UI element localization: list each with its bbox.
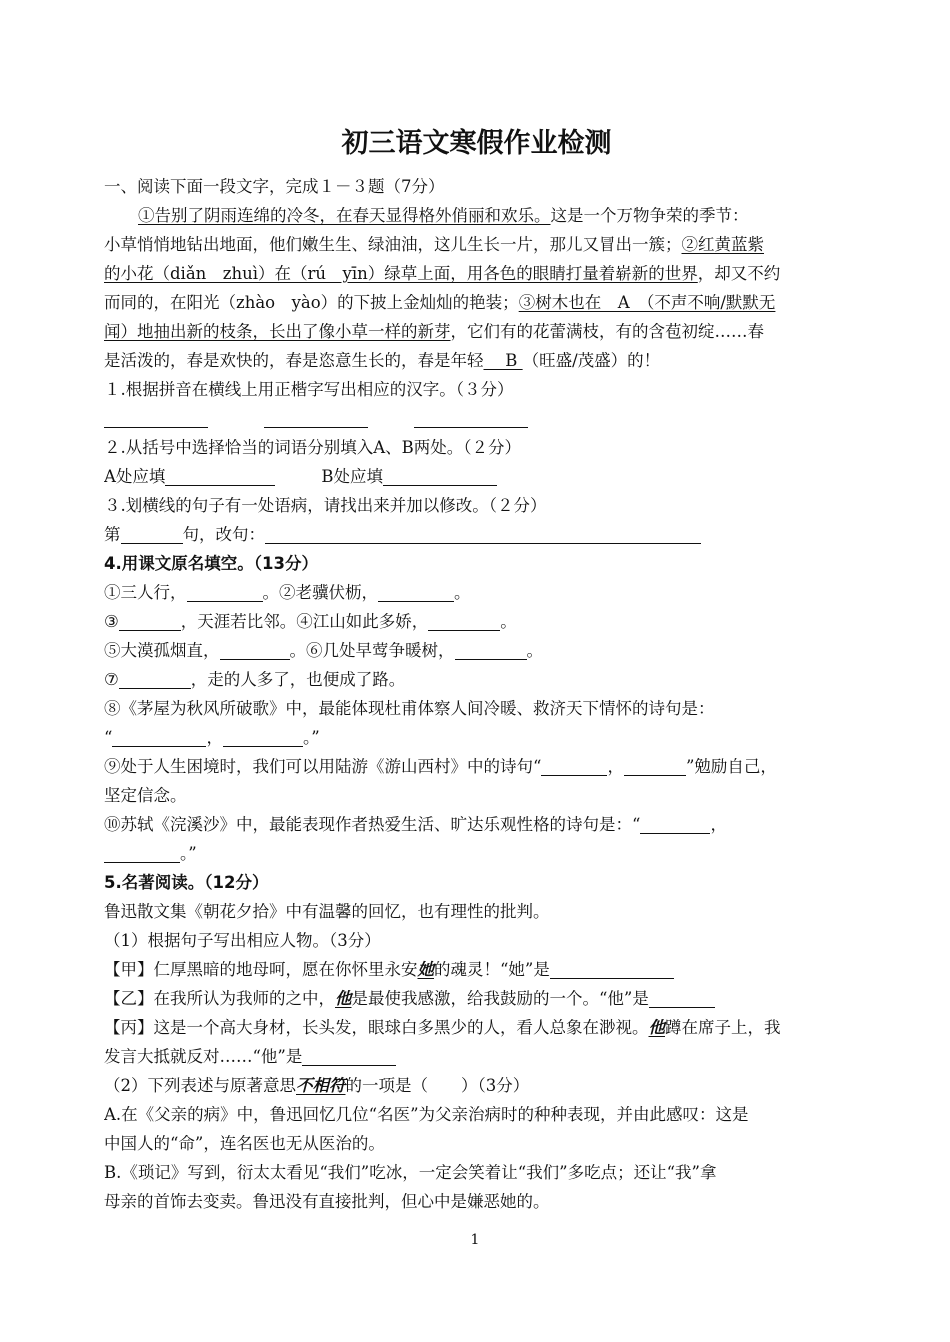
- answer-blank[interactable]: [121, 523, 183, 544]
- answer-label: 第: [104, 525, 121, 544]
- fill-text: 。: [500, 612, 517, 631]
- item-text: 【丙】这是一个高大身材，长头发，眼球白多黑少的人，看人总象在渺视。: [104, 1018, 649, 1037]
- fill-line: [104, 752, 849, 781]
- fill-line: [104, 578, 849, 607]
- fill-text: ，天涯若比邻。④江山如此多娇，: [180, 612, 429, 631]
- answer-blank[interactable]: [541, 755, 607, 776]
- fill-text: ，: [206, 728, 223, 747]
- answer-label: B处应填: [321, 467, 384, 486]
- passage-line: [104, 346, 849, 375]
- answer-blank[interactable]: [378, 581, 454, 602]
- fill-text: ⑦: [104, 670, 119, 689]
- answer-blank[interactable]: [649, 987, 715, 1008]
- answer-blank[interactable]: [455, 639, 527, 660]
- answer-label: 句，改句：: [182, 525, 265, 544]
- exam-page: [104, 118, 849, 1216]
- underlined-sentence: ②红黄蓝紫: [681, 235, 764, 254]
- answer-blank[interactable]: [265, 523, 701, 544]
- fill-text: ⑨处于人生困境时，我们可以用陆游《游山西村》中的诗句“: [104, 757, 542, 776]
- fill-line: [104, 636, 849, 665]
- question-3: ３.划横线的句子有一处语病，请找出来并加以修改。（２分）: [104, 496, 547, 515]
- item-text: 蹲在席子上，我: [665, 1018, 781, 1037]
- fill-text: ”勉励自己，: [685, 757, 777, 776]
- answer-blank[interactable]: [104, 407, 208, 428]
- passage-text: 而同的，在阳光（zhào yào）的下披上金灿灿的艳装；: [104, 293, 519, 312]
- answer-blank[interactable]: [119, 610, 181, 631]
- fill-text: ①三人行，: [104, 583, 187, 602]
- option-a-cont: 中国人的“命”，连名医也无从医治的。: [104, 1134, 385, 1153]
- passage-text: ，却又不约: [697, 264, 781, 283]
- item-text: 发言大抵就反对……“他”是: [104, 1047, 303, 1066]
- emphasis-text: 他: [648, 1018, 665, 1037]
- answer-label: A处应填: [104, 467, 166, 486]
- q5-sub-2: [104, 1071, 849, 1100]
- question-2: ２.从括号中选择恰当的词语分别填入A、B两处。（２分）: [104, 438, 522, 457]
- answer-blank[interactable]: [119, 668, 191, 689]
- fill-text: 。”: [302, 728, 320, 747]
- q5-intro: 鲁迅散文集《朝花夕拾》中有温馨的回忆，也有理性的批判。: [104, 902, 550, 921]
- fill-text: ，走的人多了，也便成了路。: [190, 670, 406, 689]
- fill-line: [104, 810, 849, 839]
- answer-blank[interactable]: [302, 1045, 396, 1066]
- fill-text: ⑩苏轼《浣溪沙》中，最能表现作者热爱生活、旷达乐观性格的诗句是：“: [104, 815, 641, 834]
- answer-blanks-row: [104, 404, 849, 433]
- underlined-sentence: ①告别了阴雨连绵的冷冬，在春天显得格外俏丽和欢乐。: [138, 206, 551, 225]
- page-number: 1: [470, 1232, 480, 1248]
- fill-line: [104, 723, 849, 752]
- fill-text: “: [104, 728, 113, 747]
- emphasis-text: 她: [417, 960, 434, 979]
- passage-line: [104, 230, 849, 259]
- item-text: 的魂灵！“她”是: [434, 960, 550, 979]
- passage-line: [104, 259, 849, 288]
- fill-line: ⑧《茅屋为秋风所破歌》中，最能体现杜甫体察人间冷暖、救济天下情怀的诗句是：: [104, 699, 715, 718]
- item-text: 【乙】在我所认为我师的之中，: [104, 989, 335, 1008]
- option-a: A.在《父亲的病》中，鲁迅回忆几位“名医”为父亲治病时的种种表现，并由此感叹：这是: [104, 1105, 749, 1124]
- fill-line: [104, 607, 849, 636]
- answer-blank[interactable]: [550, 958, 674, 979]
- fill-line: [104, 839, 849, 868]
- underlined-sentence: 的小花（diǎn zhuì）在（rú yīn）绿草上面，用各色的眼睛打量着崭新的世界: [104, 264, 698, 283]
- item-text: 是最使我感激，给我鼓励的一个。“他”是: [351, 989, 649, 1008]
- fill-text: 。⑥几处早莺争暖树，: [289, 641, 455, 660]
- fill-text: 。: [454, 583, 471, 602]
- fill-text: ⑤大漠孤烟直，: [104, 641, 220, 660]
- item-text: （2）下列表述与原著意思: [104, 1076, 296, 1095]
- item-text: 【甲】仁厚黑暗的地母呵，愿在你怀里永安: [104, 960, 418, 979]
- answer-row: [104, 520, 849, 549]
- option-b: B.《琐记》写到，衍太太看见“我们”吃冰，一定会笑着让“我们”多吃点；还让“我”拿: [104, 1163, 717, 1182]
- fill-text: 。”: [180, 844, 197, 863]
- q5-item-jia: [104, 955, 849, 984]
- q5-item-bing: [104, 1013, 849, 1042]
- passage-line: [104, 201, 849, 230]
- answer-blank[interactable]: [220, 639, 290, 660]
- question-1: １.根据拼音在横线上用正楷字写出相应的汉字。（３分）: [104, 380, 514, 399]
- answer-blank[interactable]: [187, 581, 263, 602]
- section-5-header: 5.名著阅读。（12分）: [104, 873, 269, 892]
- blank-b[interactable]: B: [483, 351, 523, 370]
- section-4-header: 4.用课文原名填空。（13分）: [104, 554, 318, 573]
- answer-blank[interactable]: [624, 755, 686, 776]
- fill-text: 。: [526, 641, 543, 660]
- passage-text: （旺盛/茂盛）的！: [522, 351, 661, 370]
- answer-blank[interactable]: [640, 813, 710, 834]
- answer-blank[interactable]: [112, 726, 206, 747]
- answer-blank[interactable]: [223, 726, 303, 747]
- fill-text: ，: [710, 815, 727, 834]
- emphasis-text: 不相符: [296, 1076, 346, 1095]
- section-1-header: 一、阅读下面一段文字，完成１－３题（7分）: [104, 177, 445, 196]
- page-title: 初三语文寒假作业检测: [341, 128, 612, 159]
- fill-text: ，: [607, 757, 624, 776]
- underlined-sentence: 闻）地抽出新的枝条，长出了像小草一样的新芽: [104, 322, 451, 341]
- passage-text: ，它们有的花蕾满枝，有的含苞初绽……春: [450, 322, 764, 341]
- passage-text: 是活泼的，春是欢快的，春是恣意生长的，春是年轻: [104, 351, 484, 370]
- passage-line: [104, 317, 849, 346]
- fill-text: 。②老骥伏枥，: [262, 583, 378, 602]
- fill-line: [104, 665, 849, 694]
- answer-blank[interactable]: [383, 465, 497, 486]
- q5-item-yi: [104, 984, 849, 1013]
- q5-sub-1: （1）根据句子写出相应人物。（3分）: [104, 931, 381, 950]
- answer-blank[interactable]: [104, 842, 180, 863]
- answer-blank[interactable]: [264, 407, 368, 428]
- underlined-sentence: ③树木也在 A （不声不响/默默无: [518, 293, 776, 312]
- passage-line: [104, 288, 849, 317]
- answer-row: [104, 462, 849, 491]
- fill-text: ③: [104, 612, 119, 631]
- answer-blank[interactable]: [414, 407, 528, 428]
- q5-item-bing-cont: [104, 1042, 849, 1071]
- option-b-cont: 母亲的首饰去变卖。鲁迅没有直接批判，但心中是嫌恶她的。: [104, 1192, 550, 1211]
- passage-text: 这是一个万物争荣的季节：: [550, 206, 749, 225]
- item-text: 的一项是（ ）（3分）: [345, 1076, 530, 1095]
- emphasis-text: 他: [335, 989, 352, 1008]
- fill-line: 坚定信念。: [104, 786, 187, 805]
- answer-blank[interactable]: [165, 465, 275, 486]
- answer-blank[interactable]: [428, 610, 500, 631]
- passage-text: 小草悄悄地钻出地面，他们嫩生生、绿油油，这儿生长一片，那儿又冒出一簇；: [104, 235, 682, 254]
